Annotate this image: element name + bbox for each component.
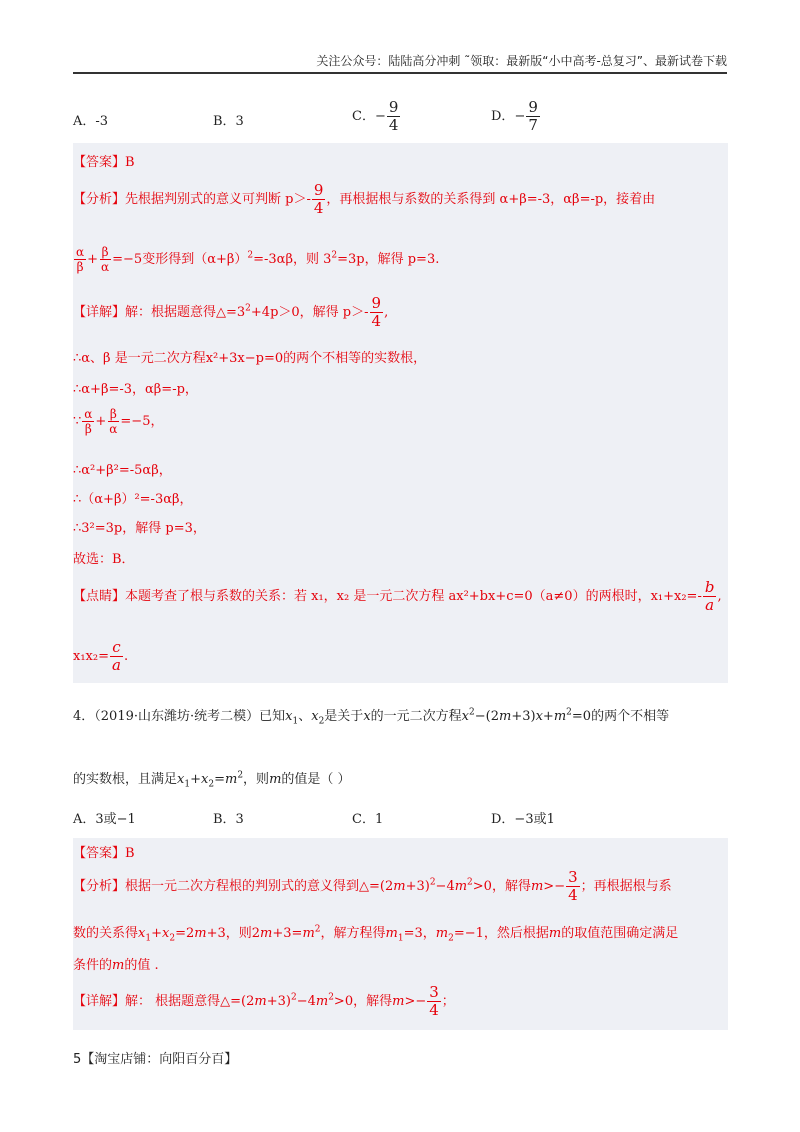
q3-option-b: B．3	[213, 114, 244, 129]
q3-choose-line: 故选：B．	[73, 552, 135, 567]
q3-option-d: D．− $\frac{9}{7}$	[491, 98, 538, 134]
q3-given-line: ∵ $\frac{\alpha}{\beta}$ + $\frac{\beta}{\alpha}$ =−5，	[73, 407, 164, 436]
q4-detail-line1: 【详解】解： 根据题意得$\triangle=(2m+3)^2-4m^2>0$，解得m>− $\frac{3}{4}$ ；	[73, 983, 455, 1019]
q3-square-line2: ∴（α+β）²=-3αβ，	[73, 492, 193, 507]
header-text: 关注公众号：陆陆高分冲刺 ˜领取：最新版“小中高考-总复习”、最新试卷下载	[316, 54, 727, 68]
q3-roots-line: ∴α、β 是一元二次方程x²+3x−p=0的两个不相等的实数根，	[73, 351, 427, 366]
q3-sum-line: ∴α+β=-3，αβ=-p，	[73, 382, 198, 397]
q3-option-a: A．-3	[73, 114, 109, 129]
q4-stem-line2: 的实数根，且满足$x_1+x_2=m^2$，则m的值是（ ）	[73, 770, 351, 790]
q3-analysis-line2: $\frac{\alpha}{\beta}$ + $\frac{\beta}{\alpha}$ =−5变形得到$(\alpha+\beta)^2=-3\alpha\beta$，则 $3^2=3p$，解得 p=3.	[76, 245, 440, 274]
q4-option-a: A．3或−1	[73, 812, 136, 827]
q4-option-d: D．−3或1	[491, 812, 555, 827]
q3-tip-line1: 【点睛】本题考查了根与系数的关系：若 x₁，x₂ 是一元二次方程 ax²+bx+c=0（a≠0）的两根时，x₁+x₂=- $\frac{b}{a}$ ,	[73, 578, 722, 614]
footer-text: 5【淘宝店铺：向阳百分百】	[73, 1052, 238, 1067]
page-header	[73, 52, 727, 74]
q3-detail-line1: 【详解】解：根据题意得$\triangle=3^2+4p>0$，解得 p＞- $\frac{9}{4}$ ,	[73, 294, 389, 330]
q3-analysis-line1: 【分析】先根据判别式的意义可判断 p＞- $\frac{9}{4}$ ，再根据根与系数的关系得到 α+β=-3，αβ=-p，接着由	[73, 181, 656, 217]
q3-option-c: C．− $\frac{9}{4}$	[352, 98, 399, 134]
q4-analysis-line3: 条件的m的值 .	[73, 958, 159, 973]
q4-option-c: C．1	[352, 812, 384, 827]
quadratic-expression: x²+3x−p=0	[205, 351, 284, 366]
page-footer	[73, 1048, 237, 1067]
q3-answer: 【答案】B	[73, 155, 135, 170]
q4-option-b: B．3	[213, 812, 244, 827]
q4-analysis-line1: 【分析】根据一元二次方程根的判别式的意义得到$\triangle=(2m+3)^2-4m^2>0$，解得m>− $\frac{3}{4}$ ；再根据根与系	[73, 868, 672, 904]
q3-tip-line2: x₁x₂= $\frac{c}{a}$ .	[73, 638, 129, 674]
q4-answer: 【答案】B	[73, 846, 135, 861]
q4-analysis-line2: 数的关系得$x_1+x_2=2m+3$，则$2m+3=m^2$，解方程得$m_1=3$，$m_2=-1$，然后根据m的取值范围确定满足	[73, 924, 679, 944]
q3-square-line: ∴α²+β²=-5αβ，	[73, 463, 172, 478]
q4-stem-line1: 4．（2019·山东潍坊·统考二模）已知$x_1$、$x_2$是关于x的一元二次方程$x^2-(2m+3)x+m^2=0$的两个不相等	[73, 707, 670, 727]
q3-p-line: ∴3²=3p，解得 p=3，	[73, 521, 206, 536]
